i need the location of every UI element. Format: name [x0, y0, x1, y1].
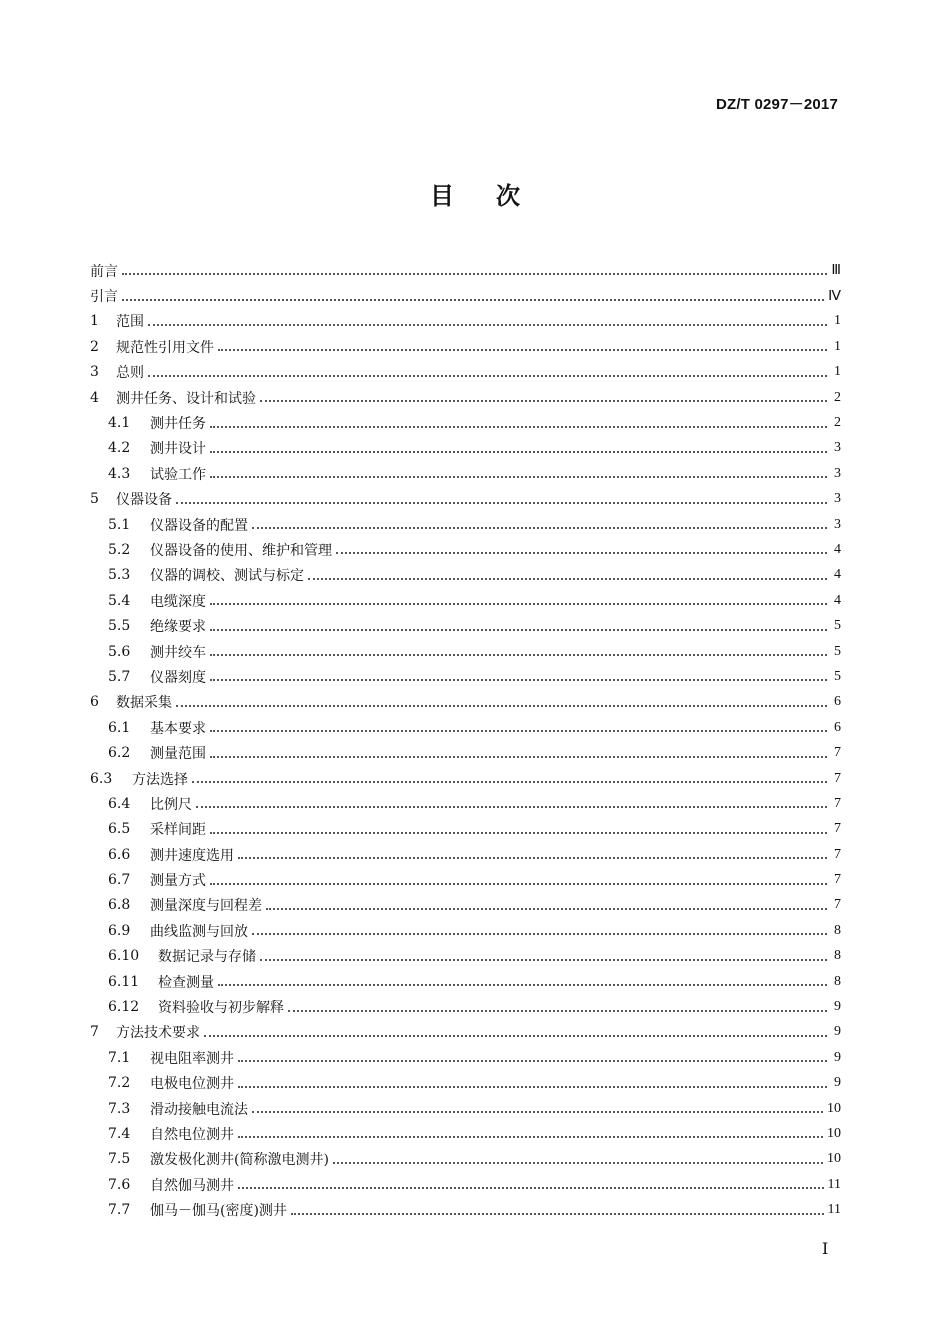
toc-entry-page: 7: [834, 795, 841, 811]
toc-entry[interactable]: [90, 867, 841, 892]
toc-entry-label: 自然电位测井: [150, 1126, 234, 1143]
toc-entry-label: 视电阻率测井: [150, 1050, 234, 1067]
toc-entry-page: 8: [834, 973, 841, 989]
toc-entry[interactable]: [90, 487, 841, 512]
toc-entry-number: 6.9: [108, 922, 131, 939]
toc-entry[interactable]: [90, 1121, 841, 1146]
dot-leader: [308, 577, 827, 580]
dot-leader: [218, 983, 827, 986]
toc-entry-number: 7.2: [108, 1075, 131, 1092]
toc-entry-label: 规范性引用文件: [116, 339, 214, 356]
toc-entry-page: 9: [834, 999, 841, 1015]
toc-entry-number: 5.4: [108, 592, 131, 609]
toc-entry-page: 7: [834, 745, 841, 761]
toc-entry-number: 5.3: [108, 567, 131, 584]
toc-entry-page: 5: [834, 618, 841, 634]
toc-entry-label: 测量深度与回程差: [150, 898, 262, 915]
dot-leader: [210, 678, 827, 681]
toc-entry-number: 7.7: [108, 1202, 131, 1219]
dot-leader: [210, 628, 827, 631]
toc-entry-page: 1: [834, 313, 841, 329]
toc-entry-number: 6.12: [108, 999, 140, 1016]
toc-entry-page: 7: [834, 770, 841, 786]
toc-entry-label: 数据记录与存储: [158, 949, 256, 966]
dot-leader: [266, 907, 827, 910]
toc-entry-number: 6.5: [108, 821, 131, 838]
toc-entry[interactable]: [90, 715, 841, 740]
toc-entry-label: 范围: [116, 314, 144, 331]
toc-entry-label: 电极电位测井: [150, 1076, 234, 1093]
toc-entry-page: 10: [827, 1100, 841, 1116]
toc-entry-label: 测井任务、设计和试验: [116, 390, 256, 407]
dot-leader: [252, 932, 827, 935]
toc-entry-number: 5: [90, 491, 99, 508]
toc-entry[interactable]: [90, 258, 841, 283]
toc-entry-page: 7: [834, 821, 841, 837]
toc-entry[interactable]: [90, 436, 841, 461]
toc-entry[interactable]: [90, 969, 841, 994]
toc-entry[interactable]: [90, 1197, 841, 1222]
toc-entry-page: 8: [834, 948, 841, 964]
toc-entry[interactable]: [90, 1172, 841, 1197]
toc-entry-number: 2: [90, 338, 99, 355]
dot-leader: [176, 501, 827, 504]
toc-entry-label: 电缆深度: [150, 593, 206, 610]
dot-leader: [210, 755, 827, 758]
dot-leader: [291, 1212, 824, 1215]
toc-entry-number: 6: [90, 694, 99, 711]
toc-entry-number: 7.6: [108, 1176, 131, 1193]
toc-entry-number: 4.1: [108, 415, 131, 432]
toc-entry-number: 7.4: [108, 1125, 131, 1142]
dot-leader: [196, 805, 827, 808]
dot-leader: [210, 729, 827, 732]
toc-entry-number: 6.10: [108, 948, 140, 965]
toc-entry-number: 1: [90, 313, 99, 330]
dot-leader: [148, 374, 827, 377]
toc-entry-label: 伽马－伽马(密度)测井: [150, 1203, 287, 1220]
toc-entry[interactable]: [90, 360, 841, 385]
toc-entry-page: 1: [834, 364, 841, 380]
toc-entry[interactable]: [90, 588, 841, 613]
toc-entry[interactable]: [90, 1045, 841, 1070]
toc-entry[interactable]: [90, 1096, 841, 1121]
toc-entry-page: Ⅳ: [828, 288, 841, 304]
toc-entry[interactable]: [90, 664, 841, 689]
toc-entry-label: 激发极化测井(简称激电测井): [150, 1152, 329, 1169]
toc-entry[interactable]: [90, 385, 841, 410]
toc-entry-label: 基本要求: [150, 720, 206, 737]
toc-entry-number: 6.1: [108, 719, 131, 736]
toc-entry-number: 6.2: [108, 745, 131, 762]
toc-entry-number: 4.3: [108, 465, 131, 482]
toc-entry-page: 7: [834, 846, 841, 862]
toc-entry-label: 采样间距: [150, 822, 206, 839]
toc-entry[interactable]: [90, 994, 841, 1019]
toc-entry-page: 8: [834, 922, 841, 938]
toc-entry[interactable]: [90, 613, 841, 638]
toc-entry-number: 5.6: [108, 643, 131, 660]
toc-entry-page: 10: [827, 1125, 841, 1141]
toc-entry-number: 7.1: [108, 1049, 131, 1066]
toc-entry[interactable]: [90, 309, 841, 334]
dot-leader: [210, 602, 827, 605]
toc-entry-page: 5: [834, 643, 841, 659]
toc-entry-page: 3: [834, 516, 841, 532]
toc-entry-label: 资料验收与初步解释: [158, 1000, 284, 1017]
dot-leader: [210, 475, 827, 478]
toc-entry-page: 6: [834, 719, 841, 735]
dot-leader: [204, 1034, 827, 1037]
page-folio: Ⅰ: [822, 1239, 829, 1258]
toc-entry-page: 11: [827, 1176, 841, 1192]
toc-entry-page: 1: [834, 338, 841, 354]
toc-entry[interactable]: [90, 1147, 841, 1172]
toc-entry-page: 9: [834, 1024, 841, 1040]
toc-entry-page: 7: [834, 872, 841, 888]
toc-entry-label: 测井设计: [150, 441, 206, 458]
dot-leader: [210, 831, 827, 834]
toc-entry[interactable]: [90, 791, 841, 816]
toc-entry[interactable]: [90, 893, 841, 918]
toc-entry[interactable]: [90, 842, 841, 867]
dot-leader: [192, 780, 827, 783]
toc-entry[interactable]: [90, 639, 841, 664]
toc-entry-page: 9: [834, 1049, 841, 1065]
toc-entry-label: 数据采集: [116, 695, 172, 712]
dot-leader: [252, 1110, 823, 1113]
dot-leader: [238, 1135, 823, 1138]
toc-entry-number: 5.2: [108, 541, 131, 558]
toc-entry[interactable]: [90, 817, 841, 842]
table-of-contents: [90, 258, 841, 1223]
toc-entry[interactable]: [90, 1020, 841, 1045]
toc-entry[interactable]: [90, 740, 841, 765]
dot-leader: [238, 1085, 827, 1088]
document-code: DZ/T 0297－2017: [715, 96, 838, 113]
toc-entry-page: 7: [834, 897, 841, 913]
toc-entry[interactable]: [90, 918, 841, 943]
dot-leader: [210, 425, 827, 428]
toc-entry-label: 测井绞车: [150, 644, 206, 661]
toc-entry-label: 检查测量: [158, 974, 214, 991]
toc-entry-page: 5: [834, 668, 841, 684]
toc-entry-number: 6.6: [108, 846, 131, 863]
toc-entry-number: 5.1: [108, 516, 131, 533]
toc-entry-label: 滑动接触电流法: [150, 1101, 248, 1118]
toc-entry-label: 试验工作: [150, 466, 206, 483]
toc-entry-label: 引言: [90, 289, 118, 306]
toc-entry-page: 6: [834, 694, 841, 710]
dot-leader: [333, 1161, 823, 1164]
toc-entry-label: 比例尺: [150, 796, 192, 813]
toc-entry[interactable]: [90, 410, 841, 435]
dot-leader: [260, 958, 827, 961]
toc-entry-label: 绝缘要求: [150, 619, 206, 636]
toc-entry-page: 3: [834, 491, 841, 507]
toc-entry-number: 5.5: [108, 618, 131, 635]
toc-entry-label: 曲线监测与回放: [150, 923, 248, 940]
toc-entry-label: 仪器设备的配置: [150, 517, 248, 534]
toc-entry-page: Ⅲ: [831, 263, 841, 279]
toc-entry-page: 3: [834, 465, 841, 481]
toc-entry-number: 6.8: [108, 897, 131, 914]
toc-entry-number: 3: [90, 364, 99, 381]
toc-entry[interactable]: [90, 334, 841, 359]
toc-entry-page: 3: [834, 440, 841, 456]
toc-entry-label: 测井速度选用: [150, 847, 234, 864]
toc-entry-page: 4: [834, 592, 841, 608]
toc-entry-label: 测井任务: [150, 416, 206, 433]
toc-entry-page: 2: [834, 415, 841, 431]
toc-entry-number: 7.3: [108, 1100, 131, 1117]
toc-entry-label: 总则: [116, 365, 144, 382]
toc-entry-page: 4: [834, 541, 841, 557]
toc-entry-number: 6.4: [108, 795, 131, 812]
toc-entry-label: 前言: [90, 263, 118, 280]
toc-entry[interactable]: [90, 512, 841, 537]
toc-entry-number: 5.7: [108, 668, 131, 685]
toc-entry[interactable]: [90, 283, 841, 308]
toc-entry-page: 11: [827, 1202, 841, 1218]
toc-entry-label: 仪器设备: [116, 492, 172, 509]
toc-entry[interactable]: [90, 537, 841, 562]
dot-leader: [238, 1186, 824, 1189]
toc-entry-label: 仪器的调校、测试与标定: [150, 568, 304, 585]
toc-entry[interactable]: [90, 563, 841, 588]
dot-leader: [210, 450, 827, 453]
dot-leader: [122, 272, 827, 275]
dot-leader: [210, 882, 827, 885]
toc-entry-page: 9: [834, 1075, 841, 1091]
toc-entry-number: 6.7: [108, 872, 131, 889]
toc-entry-number: 4.2: [108, 440, 131, 457]
toc-entry-label: 仪器刻度: [150, 669, 206, 686]
toc-entry-number: 7: [90, 1024, 99, 1041]
toc-entry[interactable]: [90, 690, 841, 715]
toc-entry-number: 4: [90, 389, 99, 406]
dot-leader: [238, 1059, 827, 1062]
dot-leader: [336, 551, 827, 554]
toc-entry-number: 6.3: [90, 770, 113, 787]
toc-entry-number: 7.5: [108, 1151, 131, 1168]
toc-entry-number: 6.11: [108, 973, 140, 990]
dot-leader: [252, 526, 827, 529]
dot-leader: [176, 704, 827, 707]
dot-leader: [288, 1009, 827, 1012]
toc-entry-label: 方法选择: [132, 771, 188, 788]
dot-leader: [238, 856, 827, 859]
dot-leader: [210, 653, 827, 656]
dot-leader: [122, 298, 824, 301]
toc-entry-label: 自然伽马测井: [150, 1177, 234, 1194]
toc-entry[interactable]: [90, 461, 841, 486]
toc-entry[interactable]: [90, 766, 841, 791]
toc-entry-page: 4: [834, 567, 841, 583]
dot-leader: [148, 323, 827, 326]
toc-entry-label: 测量范围: [150, 746, 206, 763]
toc-entry-label: 方法技术要求: [116, 1025, 200, 1042]
dot-leader: [218, 348, 827, 351]
toc-entry-label: 测量方式: [150, 873, 206, 890]
toc-entry-page: 10: [827, 1151, 841, 1167]
toc-entry[interactable]: [90, 944, 841, 969]
toc-entry[interactable]: [90, 1071, 841, 1096]
page-title: 目次: [430, 181, 562, 210]
toc-entry-page: 2: [834, 389, 841, 405]
dot-leader: [260, 399, 827, 402]
toc-entry-label: 仪器设备的使用、维护和管理: [150, 542, 332, 559]
